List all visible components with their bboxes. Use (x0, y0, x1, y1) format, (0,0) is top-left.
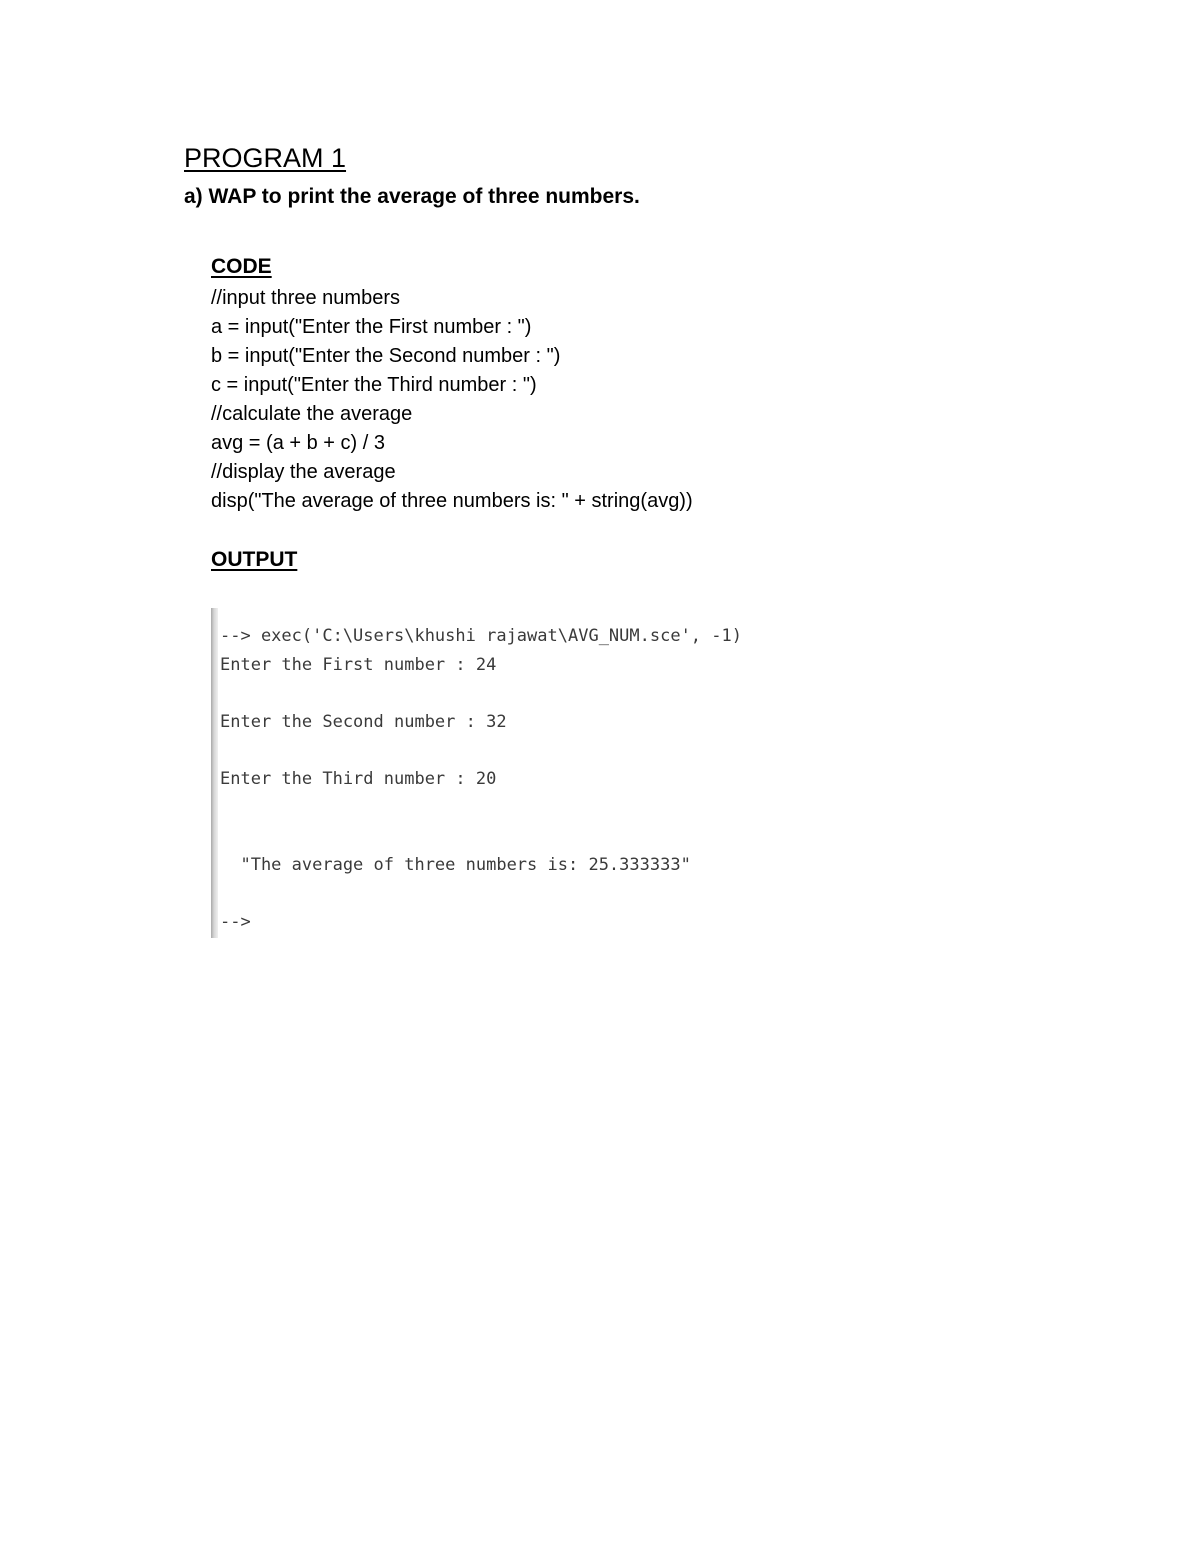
code-block (211, 284, 693, 516)
console-line (220, 794, 742, 823)
console-output-screenshot (211, 608, 851, 938)
code-line: a = input("Enter the First number : ") (211, 316, 532, 338)
console-line: "The average of three numbers is: 25.333333" (220, 854, 691, 875)
console-left-margin-bar (211, 608, 218, 938)
code-line: b = input("Enter the Second number : ") (211, 345, 561, 367)
console-line: Enter the First number : 24 (220, 654, 497, 675)
code-heading: CODE (211, 255, 272, 278)
program-title: PROGRAM 1 (184, 143, 347, 173)
console-line (220, 679, 742, 708)
code-line: disp("The average of three numbers is: " + string(avg)) (211, 490, 693, 512)
console-line: --> exec('C:\Users\khushi rajawat\AVG_NUM.sce', -1) (220, 626, 742, 646)
console-text (220, 622, 742, 937)
console-line (220, 822, 742, 851)
console-prompt: --> (220, 911, 251, 932)
code-line: c = input("Enter the Third number : ") (211, 374, 537, 396)
code-line: //display the average (211, 461, 396, 483)
console-line (220, 736, 742, 765)
console-line: Enter the Second number : 32 (220, 711, 507, 732)
code-line: avg = (a + b + c) / 3 (211, 432, 385, 454)
console-line: Enter the Third number : 20 (220, 768, 497, 789)
console-line (220, 879, 742, 908)
code-line: //calculate the average (211, 403, 413, 425)
code-line: //input three numbers (211, 287, 400, 309)
output-heading: OUTPUT (211, 548, 298, 571)
question-text: a) WAP to print the average of three numbers. (184, 185, 640, 208)
